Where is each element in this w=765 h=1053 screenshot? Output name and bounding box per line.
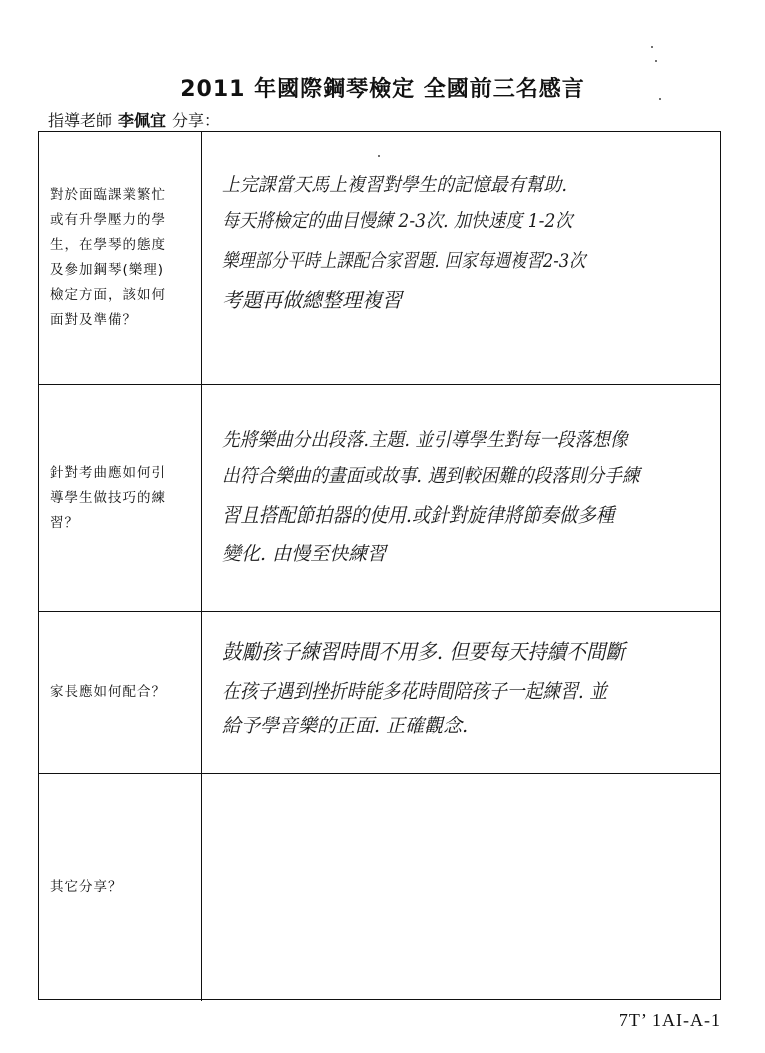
question-cell xyxy=(39,612,202,773)
question-cell xyxy=(39,385,202,611)
qa-table xyxy=(38,131,721,1000)
scan-speck xyxy=(378,155,380,157)
answer-line: 在孩子遇到挫折時能多花時間陪孩子一起練習. 並 xyxy=(222,679,608,703)
qa-row-technique xyxy=(39,385,720,612)
qa-row-other xyxy=(39,774,720,1001)
question-text: 家長應如何配合？ xyxy=(50,684,166,700)
answer-line: 考題再做總整理複習 xyxy=(222,288,402,312)
answer-line: 變化. 由慢至快練習 xyxy=(222,543,387,565)
answer-line: 鼓勵孩子練習時間不用多. 但要每天持續不間斷 xyxy=(222,640,626,664)
answer-line: 習且搭配節拍器的使用.或針對旋律將節奏做多種 xyxy=(222,503,615,527)
teacher-label: 指導老師 xyxy=(48,111,113,130)
share-label: 分享： xyxy=(172,111,221,130)
qa-row-parents xyxy=(39,612,720,774)
question-cell xyxy=(39,774,202,1001)
answer-line: 給予學音樂的正面. 正確觀念. xyxy=(222,715,469,737)
scan-speck xyxy=(659,98,661,100)
answer-line: 每天將檢定的曲目慢練 2-3次. 加快速度 1-2次 xyxy=(222,210,573,232)
teacher-line xyxy=(48,108,220,131)
qa-row-study-pressure xyxy=(39,132,720,385)
answer-cell xyxy=(202,612,720,773)
question-text: 對於面臨課業繁忙 或有升學壓力的學 生，在學琴的態度 及參加鋼琴(樂理) 檢定方面，該如何 面對及準備？ xyxy=(50,187,166,328)
answer-line: 樂理部分平時上課配合家習題. 回家每週複習2-3次 xyxy=(222,250,586,272)
scan-speck xyxy=(655,60,657,62)
answer-cell-empty xyxy=(202,774,720,1001)
question-text: 其它分享？ xyxy=(50,879,123,895)
answer-line: 出符合樂曲的畫面或故事. 遇到較困難的段落則分手練 xyxy=(222,465,640,487)
scan-speck xyxy=(651,46,653,48)
answer-cell xyxy=(202,385,720,611)
answer-line: 上完課當天馬上複習對學生的記憶最有幫助. xyxy=(222,174,568,196)
question-cell xyxy=(39,132,202,384)
question-text: 針對考曲應如何引 導學生做技巧的練 習？ xyxy=(50,464,166,531)
document-code: 7T’ 1AI-A-1 xyxy=(618,1010,721,1030)
teacher-name: 李佩宜 xyxy=(118,111,167,130)
answer-cell xyxy=(202,132,720,384)
page-title: 2011 年國際鋼琴檢定 全國前三名感言 xyxy=(180,77,585,102)
answer-line: 先將樂曲分出段落.主題. 並引導學生對每一段落想像 xyxy=(222,429,628,451)
